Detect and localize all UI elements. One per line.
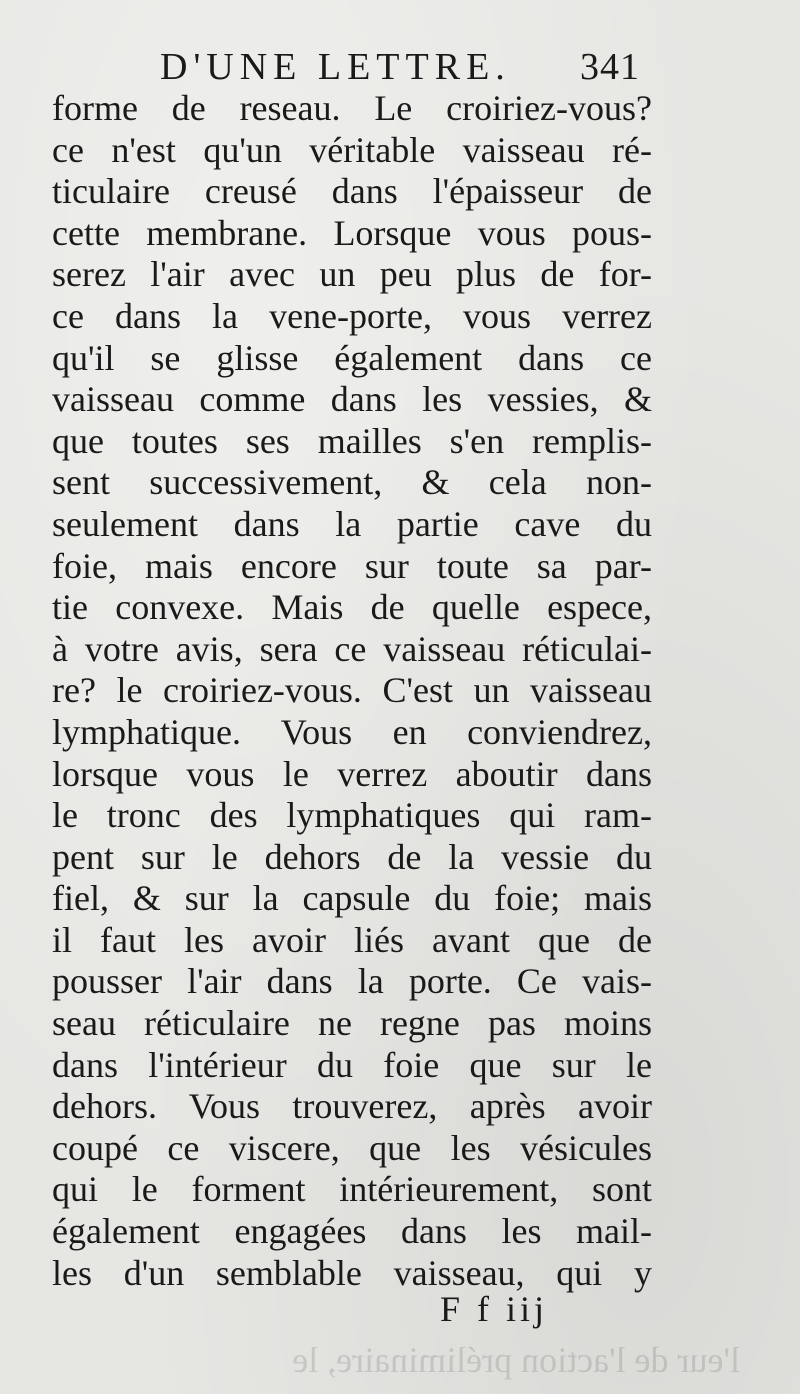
text-line: sent successivement, & cela non- [52, 462, 652, 503]
text-line: dans l'intérieur du foie que sur le [52, 1044, 652, 1085]
text-line: serez l'air avec un peu plus de for- [52, 254, 652, 295]
body-text [52, 88, 652, 1294]
text-line: qui le forment intérieurement, sont [52, 1169, 652, 1210]
text-line: ce n'est qu'un véritable vaisseau ré- [52, 129, 652, 170]
text-line: à votre avis, sera ce vaisseau réticulai- [52, 628, 652, 669]
text-line: que toutes ses mailles s'en remplis- [52, 420, 652, 461]
text-line: tie convexe. Mais de quelle espece, [52, 587, 652, 628]
text-line: ticulaire creusé dans l'épaisseur de [52, 171, 652, 212]
text-line: vaisseau comme dans les vessies, & [52, 379, 652, 420]
text-line: seulement dans la partie cave du [52, 503, 652, 544]
text-line: il faut les avoir liés avant que de [52, 919, 652, 960]
text-line: coupé ce viscere, que les vésicules [52, 1127, 652, 1168]
text-line: qu'il se glisse également dans ce [52, 337, 652, 378]
text-line: lymphatique. Vous en conviendrez, [52, 711, 652, 752]
bleed-through-text: l'eur de l'action préliminaire, le [292, 1340, 740, 1380]
text-line: forme de reseau. Le croiriez-vous? [52, 88, 652, 128]
text-line: cette membrane. Lorsque vous pous- [52, 212, 652, 253]
page-number: 341 [580, 46, 640, 88]
text-line: dehors. Vous trouverez, après avoir [52, 1086, 652, 1127]
text-line: le tronc des lymphatiques qui ram- [52, 795, 652, 836]
text-line: re? le croiriez-vous. C'est un vaisseau [52, 670, 652, 711]
text-line: ce dans la vene-porte, vous verrez [52, 295, 652, 336]
text-line: également engagées dans les mail- [52, 1211, 652, 1252]
text-line: pent sur le dehors de la vessie du [52, 836, 652, 877]
text-line: foie, mais encore sur toute sa par- [52, 545, 652, 586]
text-line: seau réticulaire ne regne pas moins [52, 1003, 652, 1044]
running-title: D'UNE LETTRE. [160, 46, 511, 88]
signature-mark: F f iij [440, 1289, 549, 1329]
text-line: les d'un semblable vaisseau, qui y [52, 1252, 652, 1293]
text-line: pousser l'air dans la porte. Ce vais- [52, 961, 652, 1002]
text-line: lorsque vous le verrez aboutir dans [52, 753, 652, 794]
text-line: fiel, & sur la capsule du foie; mais [52, 878, 652, 919]
